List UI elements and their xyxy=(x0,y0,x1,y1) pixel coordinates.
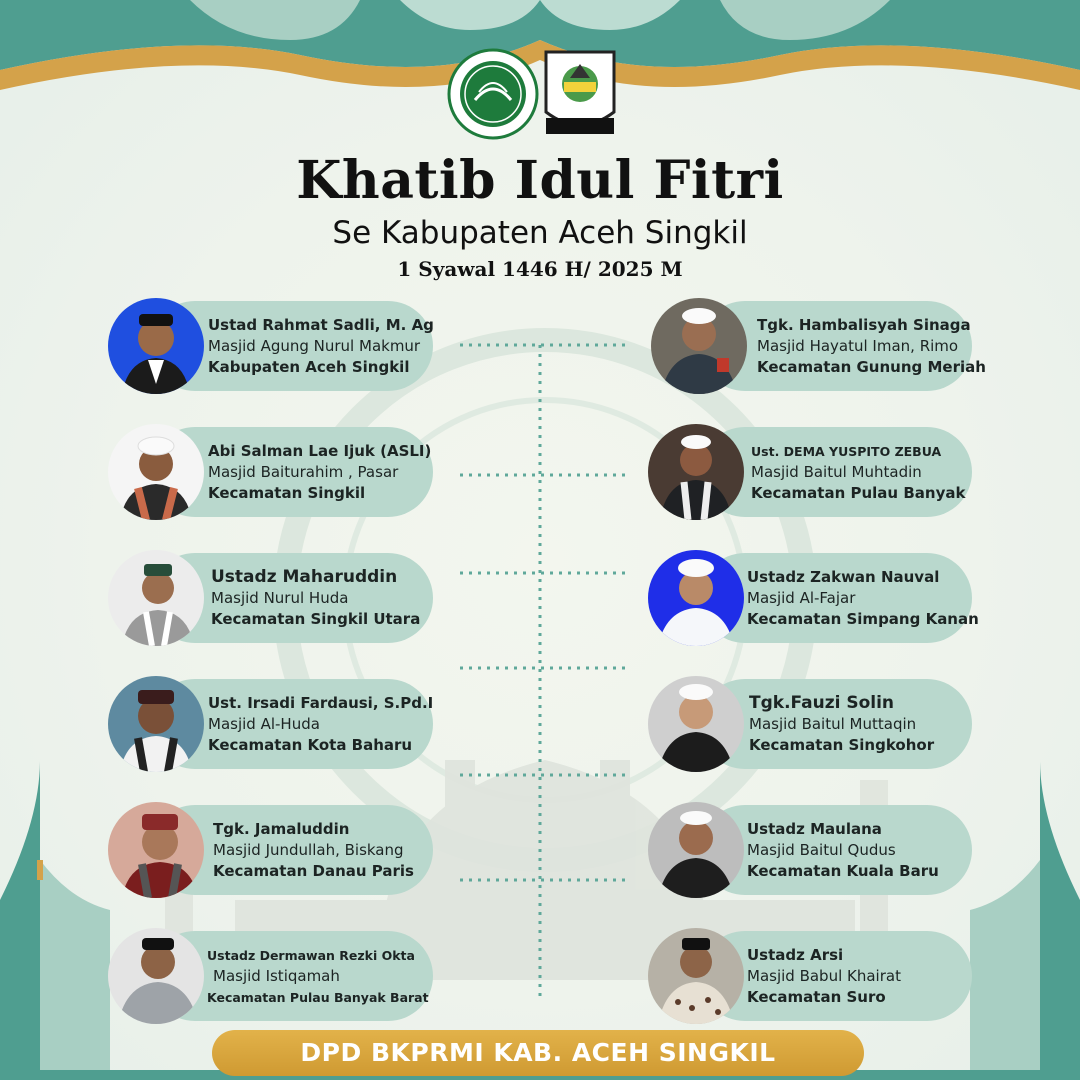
khatib-district: Kecamatan Singkil xyxy=(208,483,366,502)
avatar xyxy=(108,676,204,772)
footer-banner: DPD BKPRMI KAB. ACEH SINGKIL xyxy=(212,1030,864,1076)
avatar xyxy=(648,676,744,772)
khatib-name: Tgk. Hambalisyah Sinaga xyxy=(757,315,971,334)
khatib-mosque: Masjid Baitul Muttaqin xyxy=(749,714,917,733)
avatar xyxy=(108,424,204,520)
khatib-name: Ustadz Arsi xyxy=(747,945,844,964)
khatib-mosque: Masjid Baiturahim , Pasar xyxy=(208,462,399,481)
khatib-mosque: Masjid Jundullah, Biskang xyxy=(213,840,404,859)
khatib-mosque: Masjid Agung Nurul Makmur xyxy=(208,336,421,355)
bkprmi-seal-logo xyxy=(447,48,539,140)
khatib-district: Kecamatan Gunung Meriah xyxy=(757,357,986,376)
khatib-name: Ustadz Dermawan Rezki Okta xyxy=(207,947,415,963)
khatib-district: Kecamatan Kota Baharu xyxy=(208,735,413,754)
khatib-district: Kecamatan Suro xyxy=(747,987,886,1006)
khatib-name: Ustad Rahmat Sadli, M. Ag xyxy=(208,315,434,334)
khatib-name: Ustadz Maharuddin xyxy=(211,566,398,587)
khatib-district: Kecamatan Pulau Banyak Barat xyxy=(207,989,429,1005)
khatib-name: Abi Salman Lae Ijuk (ASLI) xyxy=(208,441,432,460)
khatib-district: Kecamatan Pulau Banyak xyxy=(751,483,966,502)
avatar xyxy=(648,550,744,646)
date-line: 1 Syawal 1446 H/ 2025 M xyxy=(397,257,683,281)
khatib-mosque: Masjid Al-Huda xyxy=(208,714,320,733)
khatib-district: Kabupaten Aceh Singkil xyxy=(208,357,410,376)
khatib-mosque: Masjid Nurul Huda xyxy=(211,588,349,607)
avatar xyxy=(648,424,744,520)
khatib-name: Ust. DEMA YUSPITO ZEBUA xyxy=(751,443,942,459)
khatib-mosque: Masjid Baitul Qudus xyxy=(747,840,896,859)
aceh-singkil-emblem xyxy=(542,48,618,138)
khatib-mosque: Masjid Al-Fajar xyxy=(747,588,856,607)
avatar xyxy=(108,550,204,646)
khatib-mosque: Masjid Babul Khairat xyxy=(747,966,901,985)
avatar xyxy=(108,298,204,394)
avatar xyxy=(108,802,204,898)
khatib-name: Ustadz Maulana xyxy=(747,819,882,838)
khatib-name: Tgk.Fauzi Solin xyxy=(749,692,895,713)
khatib-district: Kecamatan Simpang Kanan xyxy=(747,609,979,628)
page-subtitle: Se Kabupaten Aceh Singkil xyxy=(332,215,748,251)
khatib-district: Kecamatan Kuala Baru xyxy=(747,861,939,880)
avatar xyxy=(651,298,747,394)
avatar xyxy=(648,928,744,1024)
khatib-district: Kecamatan Danau Paris xyxy=(213,861,414,880)
khatib-district: Kecamatan Singkohor xyxy=(749,735,935,754)
khatib-mosque: Masjid Baitul Muhtadin xyxy=(751,462,922,481)
khatib-name: Ustadz Zakwan Nauval xyxy=(747,567,940,586)
khatib-mosque: Masjid Hayatul Iman, Rimo xyxy=(757,336,959,355)
khatib-district: Kecamatan Singkil Utara xyxy=(211,609,421,628)
page-title: Khatib Idul Fitri xyxy=(296,150,784,211)
avatar xyxy=(648,802,744,898)
khatib-name: Ust. Irsadi Fardausi, S.Pd.I xyxy=(208,693,434,712)
khatib-mosque: Masjid Istiqamah xyxy=(213,966,340,985)
khatib-name: Tgk. Jamaluddin xyxy=(213,819,350,838)
avatar xyxy=(108,928,204,1024)
